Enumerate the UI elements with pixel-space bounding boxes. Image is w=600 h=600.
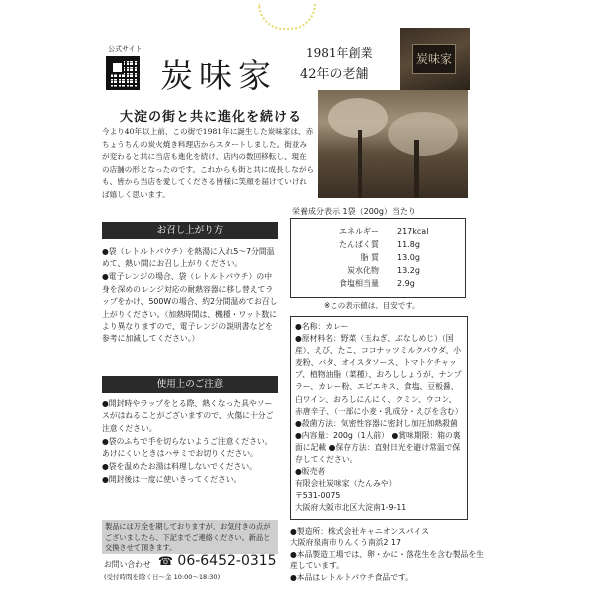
years-text: 42年の老舗 xyxy=(300,67,369,82)
manufacturer-line: ●製造所：株式会社キャニオンスパイス xyxy=(290,527,430,536)
storefront-photo xyxy=(400,28,470,90)
caution-paragraph: ●袋を温めたお湯は料理しないでください。 xyxy=(102,462,257,472)
caution-paragraph: ●開封後は一度に使いきってください。 xyxy=(102,474,242,484)
nutrition-label: たんぱく質 xyxy=(339,240,379,249)
street-photo xyxy=(318,90,468,198)
nutrition-label: エネルギー xyxy=(339,227,379,236)
nutrition-row xyxy=(291,251,465,264)
info-paragraph: 有限会社炭味家（たんみや） xyxy=(295,479,397,489)
phone-icon: ☎ xyxy=(158,554,173,568)
nutrition-row xyxy=(291,238,465,251)
nutrition-value: 2.9g xyxy=(397,279,415,288)
subtitle: 大淀の街と共に進化を続ける xyxy=(120,110,303,125)
brand-logo: 炭味家 xyxy=(160,56,277,95)
phone-number[interactable] xyxy=(158,553,277,569)
pole-shape xyxy=(414,140,419,198)
caution-paragraph: ●袋のふちで手を切らないようご注意ください。あけにくいときはハサミでお切りください。 xyxy=(102,436,273,459)
phone-value: 06-6452-0315 xyxy=(177,553,277,569)
manufacturer-line: ●本品製造工場では、卵・かに・落花生を含む製品を生産しています。 xyxy=(290,549,484,571)
info-paragraph: 大阪府大阪市北区大淀南1-9-11 xyxy=(295,503,407,513)
shop-sign: 炭味家 xyxy=(412,44,456,74)
info-paragraph: ●殺菌方法：気密性容器に密封し加圧加熱殺菌 ●内容量：200g（1人前） ●賞味期限：箱の裏面に記載 ●保存方法：直射日光を避け常温で保存してください。 xyxy=(295,418,461,465)
manufacturer-info xyxy=(290,526,490,583)
product-info-box xyxy=(290,316,468,520)
contact-label: お問い合わせ xyxy=(104,560,151,569)
caution-heading: 使用上のご注意 xyxy=(102,376,278,393)
nutrition-title: 栄養成分表示 1袋（200g）当たり xyxy=(292,207,416,216)
pole-shape xyxy=(358,130,362,198)
info-paragraph: 〒531-0075 xyxy=(295,491,341,501)
manufacturer-line: ●本品はレトルトパウチ食品です。 xyxy=(290,572,413,582)
info-paragraph: ●名称：カレー xyxy=(295,322,349,331)
qr-code-icon[interactable] xyxy=(106,56,140,90)
nutrition-label: 炭水化物 xyxy=(347,266,379,275)
nutrition-row xyxy=(291,277,465,290)
manufacturer-line: 大阪府泉南市りんくう南浜2 17 xyxy=(290,538,401,548)
nutrition-label: 脂 質 xyxy=(360,253,379,262)
nutrition-value: 11.8g xyxy=(397,240,420,249)
nutrition-row xyxy=(291,264,465,277)
caution-section xyxy=(102,398,278,487)
howto-heading: お召し上がり方 xyxy=(102,222,278,239)
info-paragraph: ●販売者 xyxy=(295,467,326,477)
howto-paragraph: ●袋（レトルトパウチ）を熱湯に入れ5～7分間温めて、熱い間にお召し上がりください。 xyxy=(102,247,275,269)
intro-text: 今より40年以上前、この街で1981年に誕生した炭味家は、赤ちょうちんの炭火焼き料理店からスタートしました。街並みが変わると共に当店も進化を続け、店内の数回移転し、現在の店舗の形となったのです。これからも街と共に成長しながらも、皆から当店を愛してくださる皆様に笑顔を届けていければ嬉しく思います。 xyxy=(102,127,315,199)
nutrition-label: 食塩相当量 xyxy=(339,279,379,288)
nutrition-value: 217kcal xyxy=(397,227,429,236)
info-paragraph: ●原材料名：野菜（玉ねぎ、ぶなしめじ）（国産）、えび、たこ、ココナッツミルクパウダ、小麦粉、バタ、オイスタソース、トマトケチャップ、植物油脂（菜種）、おろししょうが、ナンプラー、カレー粉、エビエキス、食塩、豆板醤、白ワイン、おろしにんにく、クミン、ウコン、赤唐辛子、（一部に小麦・乳成分・えびを含む） xyxy=(295,334,463,416)
howto-section xyxy=(102,246,278,346)
howto-paragraph: ●電子レンジの場合、袋（レトルトパウチ）の中身を深めのレンジ対応の耐熱容器に移し替えてラップをかけ、500Wの場合、約2分間温めてお召し上がりください。（加熱時間は、機種・ワット数により異なりますので、電子レンジの説明書などを参考に加減してください。） xyxy=(102,272,278,344)
nutrition-value: 13.2g xyxy=(397,266,420,275)
nutrition-row xyxy=(291,225,465,238)
tree-shape xyxy=(388,112,458,156)
notice-box: 製品には万全を期しておりますが、お気付きの点がございましたら、下記までご連絡ください。新品と交換させて頂きます。 xyxy=(102,520,278,554)
nutrition-table xyxy=(290,218,466,298)
nutrition-note: ※この表示値は、目安です。 xyxy=(324,301,420,310)
official-site-label: 公式サイト xyxy=(108,45,143,53)
founded-text: 1981年創業 xyxy=(306,46,373,60)
caution-paragraph: ●開封時やラップをとる際、熱くなった具やソースがはねることがございますので、火傷に十分ご注意ください。 xyxy=(102,399,274,433)
nutrition-value: 13.0g xyxy=(397,253,420,262)
lightbulb-decoration xyxy=(258,4,316,30)
contact-hours: (受付時間を除く日～金 10:00～18:30) xyxy=(104,573,221,581)
